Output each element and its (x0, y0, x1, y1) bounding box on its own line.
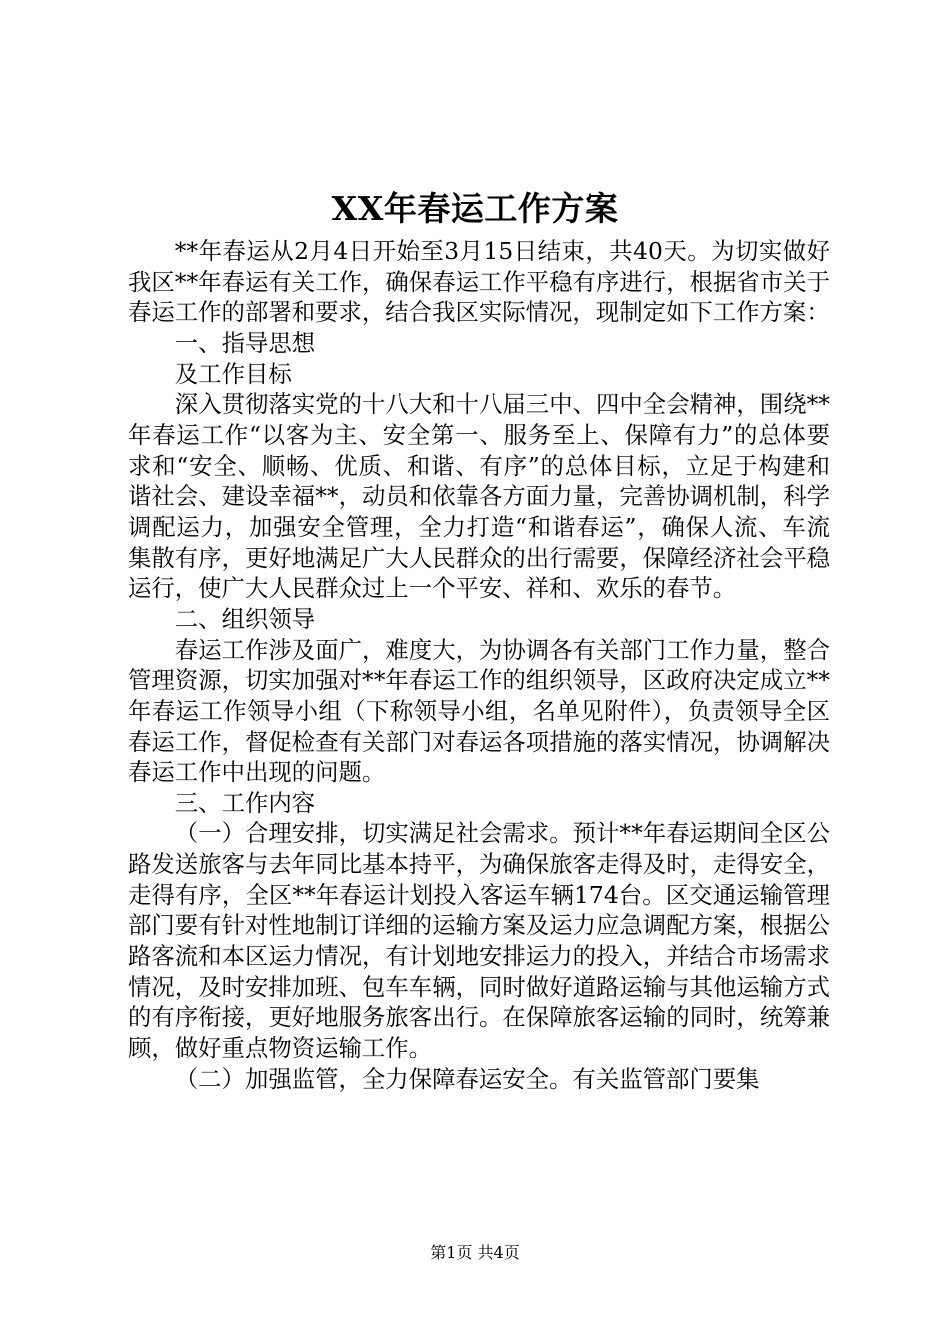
intro-paragraph: **年春运从2月4日开始至3月15日结束，共40天。为切实做好我区**年春运有关工作，确保春运工作平稳有序进行，根据省市关于春运工作的部署和要求，结合我区实际情况，现制定如下工作方案： (128, 237, 830, 327)
organization-paragraph: 春运工作涉及面广，难度大，为协调各有关部门工作力量，整合管理资源，切实加强对**年春运工作的组织领导，区政府决定成立**年春运工作领导小组（下称领导小组，名单见附件），负责领导全区春运工作，督促检查有关部门对春运各项措施的落实情况，协调解决春运工作中出现的问题。 (128, 635, 830, 787)
document-title: XX年春运工作方案 (331, 189, 619, 228)
section-heading-work-content: 三、工作内容 (174, 788, 316, 817)
page-footer: 第1页 共4页 (430, 1243, 520, 1262)
section-heading-work-goals: 及工作目标 (174, 359, 292, 388)
document-body (128, 236, 830, 1094)
work-content-item-1: （一）合理安排，切实满足社会需求。预计**年春运期间全区公路发送旅客与去年同比基本持平，为确保旅客走得及时，走得安全，走得有序，全区**年春运计划投入客运车辆174台。区交通运输管理部门要有针对性地制订详细的运输方案及运力应急调配方案，根据公路客流和本区运力情况，有计划地安排运力的投入，并结合市场需求情况，及时安排加班、包车车辆，同时做好道路运输与其他运输方式的有序衔接，更好地服务旅客出行。在保障旅客运输的同时，统筹兼顾，做好重点物资运输工作。 (128, 819, 830, 1063)
section-heading-guiding-ideology: 一、指导思想 (174, 328, 316, 357)
guiding-ideology-paragraph: 深入贯彻落实党的十八大和十八届三中、四中全会精神，围绕**年春运工作“以客为主、安全第一、服务至上、保障有力”的总体要求和“安全、顺畅、优质、和谐、有序”的总体目标，立足于构建和谐社会、建设幸福**，动员和依靠各方面力量，完善协调机制，科学调配运力，加强安全管理，全力打造“和谐春运”，确保人流、车流集散有序，更好地满足广大人民群众的出行需要，保障经济社会平稳运行，使广大人民群众过上一个平安、祥和、欢乐的春节。 (128, 390, 830, 603)
work-content-item-2: （二）加强监管，全力保障春运安全。有关监管部门要集 (174, 1064, 760, 1093)
section-heading-organization: 二、组织领导 (174, 604, 316, 633)
